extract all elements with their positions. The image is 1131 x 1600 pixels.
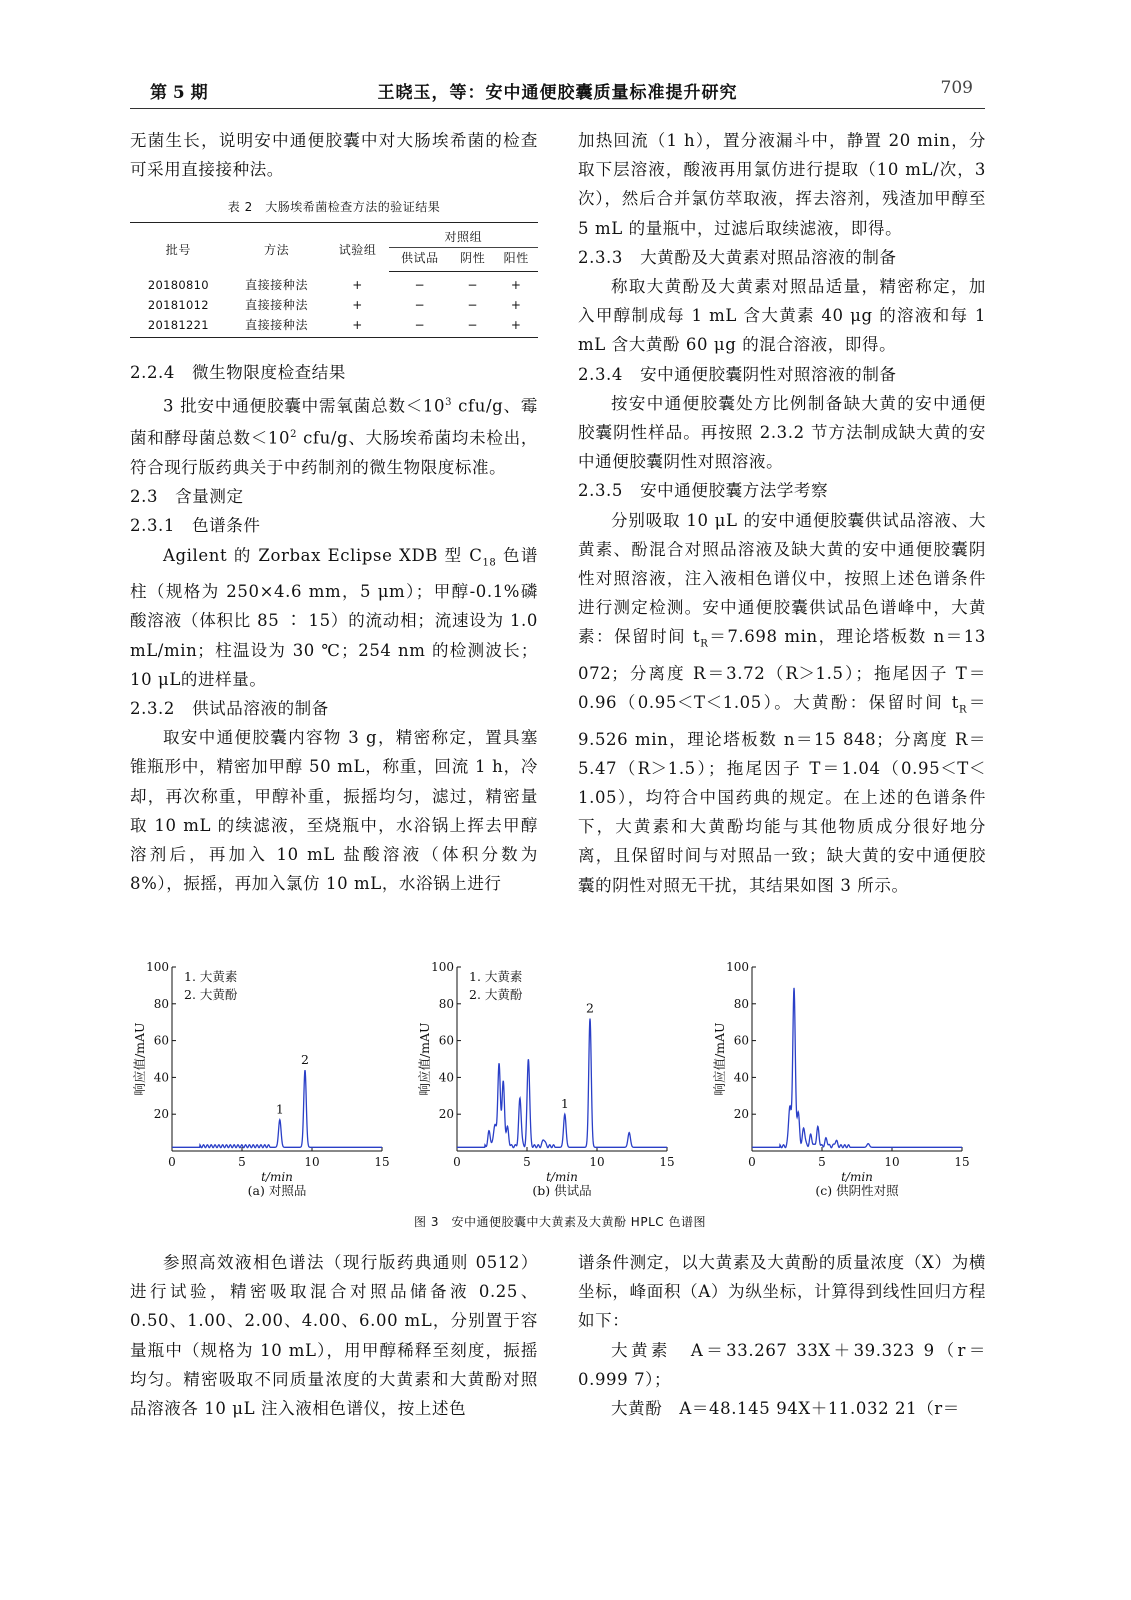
- legend-entry: 1. 大黄素: [184, 969, 238, 984]
- x-axis-label: t/min: [841, 1170, 873, 1184]
- cell-negative: −: [467, 278, 479, 293]
- y-axis-label: 响应值/mAU: [417, 1022, 432, 1096]
- chart-c-svg: [710, 955, 990, 1205]
- y-tick-label: 80: [733, 996, 749, 1011]
- running-title: 王晓玉，等：安中通便胶囊质量标准提升研究: [377, 83, 738, 103]
- cell-method: 直接接种法: [245, 298, 309, 313]
- y-tick-label: 40: [153, 1070, 169, 1085]
- table-row: [130, 295, 538, 315]
- figure-caption: 图 3 安中通便胶囊中大黄素及大黄酚 HPLC 色谱图: [414, 1215, 706, 1229]
- peak-label: 1: [560, 1096, 569, 1112]
- y-tick-label: 20: [733, 1107, 749, 1122]
- results-table: [130, 222, 538, 338]
- paragraph-linearity-cont: 谱条件测定，以大黄素及大黄酚的质量浓度（X）为横坐标，峰面积（A）为纵坐标，计算得到线性回归方程如下：: [578, 1253, 986, 1331]
- x-tick-label: 5: [238, 1155, 246, 1169]
- issue-number: 第 5 期: [150, 83, 208, 103]
- cell-test: +: [326, 315, 388, 338]
- chart-a-svg: [130, 955, 410, 1205]
- col-header-sample: 供试品: [389, 248, 451, 272]
- cell-sample: −: [414, 278, 426, 293]
- paragraph-linearity: 参照高效液相色谱法（现行版药典通则 0512）进行试验，精密吸取混合对照品储备液 0.25、0.50、1.00、2.00、4.00、6.00 mL，分别置于容量瓶中（规格为 10 mL），用甲醇稀释至刻度，振摇均匀。精密吸取不同质量浓度的大黄素和大黄酚对照品溶液各 10 μL 注入液相色谱仪，按上述色: [130, 1253, 538, 1419]
- col-header-method: 方法: [227, 223, 327, 272]
- cell-negative: −: [467, 298, 479, 313]
- paragraph: 无菌生长，说明安中通便胶囊中对大肠埃希菌的检查可采用直接接种法。: [130, 131, 538, 180]
- section-heading-2-3: 2.3 含量测定: [130, 487, 244, 507]
- bottom-right-column: [578, 1248, 986, 1423]
- section-heading-2-2-4: 2.2.4 微生物限度检查结果: [130, 363, 346, 383]
- chromatogram-a: [130, 955, 410, 1205]
- cell-sample: −: [389, 315, 451, 338]
- table-caption: 表 2 大肠埃希菌检查方法的验证结果: [227, 200, 441, 215]
- y-tick-label: 100: [431, 960, 454, 974]
- left-column: [130, 126, 538, 898]
- chromatogram-c: [710, 955, 990, 1205]
- y-axis-label: 响应值/mAU: [132, 1022, 147, 1096]
- y-tick-label: 60: [733, 1033, 749, 1048]
- peak-label: 1: [275, 1101, 284, 1117]
- legend-entry: 1. 大黄素: [469, 969, 523, 984]
- paragraph-chromatography: Agilent 的 Zorbax Eclipse XDB 型 $C_{18}$ 色谱柱（规格为 250×4.6 mm，5 μm）；甲醇-0.1%磷酸溶液（体积比 85 ∶ 15）的流动相；流速设为 1.0 mL/min；柱温设为 30 ℃；254 nm 的检测波长；10 μL的进样量。: [130, 545, 539, 689]
- legend-entry: 2. 大黄酚: [184, 987, 238, 1002]
- y-tick-label: 60: [438, 1033, 454, 1048]
- col-header-batch: 批号: [130, 223, 227, 272]
- x-tick-label: 0: [168, 1155, 176, 1169]
- x-tick-label: 10: [884, 1155, 900, 1169]
- running-header: [130, 76, 985, 109]
- y-tick-label: 100: [726, 960, 749, 974]
- y-tick-label: 100: [146, 960, 169, 974]
- y-tick-label: 80: [438, 996, 454, 1011]
- x-tick-label: 15: [374, 1155, 390, 1169]
- x-tick-label: 10: [304, 1155, 320, 1169]
- chromatogram-trace: [457, 1019, 667, 1148]
- paragraph-methodology: 分别吸取 10 μL 的安中通便胶囊供试品溶液、大黄素、酚混合对照品溶液及缺大黄的安中通便胶囊阴性对照溶液，注入液相色谱仪中，按照上述色谱条件进行测定检测。安中通便胶囊供试品色谱峰中，大黄素：保留时间 $t_R=7.698$ min，理论塔板数 n＝13 072；分离度 R＝3.72（R＞1.5）；拖尾因子 T＝0.96（0.95＜T＜1.05）。大黄酚：保留时间 $t_R=9.526$ min，理论塔板数 n＝15 848；分离度 R＝5.47（R＞1.5）；拖尾因子 T＝1.04（0.95＜T＜1.05），均符合中国药典的规定。在上述的色谱条件下，大黄素和大黄酚均能与其他物质成分很好地分离，且保留时间与对照品一致；缺大黄的安中通便胶囊的阴性对照无干扰，其结果如图 3 所示。: [578, 510, 986, 895]
- cell-positive: +: [510, 298, 522, 313]
- cell-negative: −: [451, 315, 494, 338]
- table-2: [130, 198, 538, 338]
- chromatogram-b: [415, 955, 695, 1205]
- cell-test: +: [352, 278, 363, 293]
- y-tick-label: 20: [153, 1107, 169, 1122]
- equation-chrysophanol: 大黄酚 A＝48.145 94X＋11.032 21（r＝: [611, 1399, 960, 1419]
- col-header-positive: 阳性: [494, 248, 538, 272]
- x-axis-label: t/min: [261, 1170, 293, 1184]
- cell-method: 直接接种法: [227, 315, 327, 338]
- cell-batch: 20181221: [130, 315, 227, 338]
- y-axis-label: 响应值/mAU: [712, 1022, 727, 1096]
- right-column: [578, 126, 986, 900]
- cell-test: +: [352, 298, 363, 313]
- x-tick-label: 5: [818, 1155, 826, 1169]
- x-tick-label: 0: [748, 1155, 756, 1169]
- paragraph-microbial: 3 批安中通便胶囊中需氧菌总数$<10^3$ cfu/g、霉菌和酵母菌总数$<10^2$ cfu/g、大肠埃希菌均未检出，符合现行版药典关于中药制剂的微生物限度标准。: [130, 396, 539, 478]
- bottom-left-column: [130, 1248, 538, 1423]
- panel-title: (a) 对照品: [247, 1183, 307, 1198]
- figure-3: [130, 955, 990, 1240]
- col-header-negative: 阴性: [451, 248, 494, 272]
- x-tick-label: 0: [453, 1155, 461, 1169]
- chromatogram-trace: [752, 988, 962, 1148]
- table-row: [130, 272, 538, 296]
- x-tick-label: 15: [954, 1155, 970, 1169]
- section-heading-2-3-4: 2.3.4 安中通便胶囊阴性对照溶液的制备: [578, 364, 897, 384]
- paragraph-sample-prep-cont: 加热回流（1 h），置分液漏斗中，静置 20 min，分取下层溶液，酸液再用氯仿进行提取（10 mL/次，3 次），然后合并氯仿萃取液，挥去溶剂，残渣加甲醇至 5 mL 的量瓶中，过滤后取续滤液，即得。: [578, 131, 986, 238]
- x-tick-label: 15: [659, 1155, 675, 1169]
- x-tick-label: 10: [589, 1155, 605, 1169]
- paragraph-sample-prep: 取安中通便胶囊内容物 3 g，精密称定，置具塞锥瓶形中，精密加甲醇 50 mL，称重，回流 1 h，冷却，再次称重，甲醇补重，振摇均匀，滤过，精密量取 10 mL 的续滤液，至烧瓶中，水浴锅上挥去甲醇溶剂后，再加入 10 mL 盐酸溶液（体积分数为 8%），振摇，再加入氯仿 10 mL，水浴锅上进行: [130, 728, 538, 894]
- cell-batch: 20180810: [147, 278, 209, 293]
- cell-positive: +: [510, 278, 522, 293]
- cell-batch: 20181012: [147, 298, 209, 313]
- peak-label: 2: [301, 1052, 309, 1068]
- x-tick-label: 5: [523, 1155, 531, 1169]
- panel-title: (c) 供阴性对照: [815, 1183, 899, 1198]
- y-tick-label: 60: [153, 1033, 169, 1048]
- peak-label: 2: [586, 1000, 594, 1016]
- section-heading-2-3-2: 2.3.2 供试品溶液的制备: [130, 698, 329, 718]
- section-heading-2-3-5: 2.3.5 安中通便胶囊方法学考察: [578, 481, 829, 501]
- cell-method: 直接接种法: [245, 278, 309, 293]
- paragraph-reference: 称取大黄酚及大黄素对照品适量，精密称定，加入甲醇制成每 1 mL 含大黄素 40 μg 的溶液和每 1 mL 含大黄酚 60 μg 的混合溶液，即得。: [578, 277, 986, 355]
- y-tick-label: 40: [438, 1070, 454, 1085]
- section-heading-2-3-1: 2.3.1 色谱条件: [130, 516, 261, 536]
- section-heading-2-3-3: 2.3.3 大黄酚及大黄素对照品溶液的制备: [578, 247, 897, 267]
- y-tick-label: 20: [438, 1107, 454, 1122]
- legend-entry: 2. 大黄酚: [469, 987, 523, 1002]
- x-axis-label: t/min: [546, 1170, 578, 1184]
- paragraph-negative: 按安中通便胶囊处方比例制备缺大黄的安中通便胶囊阴性样品。再按照 2.3.2 节方法制成缺大黄的安中通便胶囊阴性对照溶液。: [578, 393, 986, 472]
- panel-title: (b) 供试品: [532, 1183, 592, 1198]
- y-tick-label: 40: [733, 1070, 749, 1085]
- table-row: [130, 315, 538, 338]
- cell-positive: +: [494, 315, 538, 338]
- cell-sample: −: [414, 298, 426, 313]
- col-header-control: 对照组: [389, 223, 538, 248]
- col-header-test: 试验组: [326, 223, 388, 272]
- equation-emodin: 大黄素 A＝33.267 33X＋39.323 9（r＝0.999 7）；: [578, 1340, 986, 1389]
- y-tick-label: 80: [153, 996, 169, 1011]
- chart-b-svg: [415, 955, 695, 1205]
- page-number: 709: [940, 78, 973, 98]
